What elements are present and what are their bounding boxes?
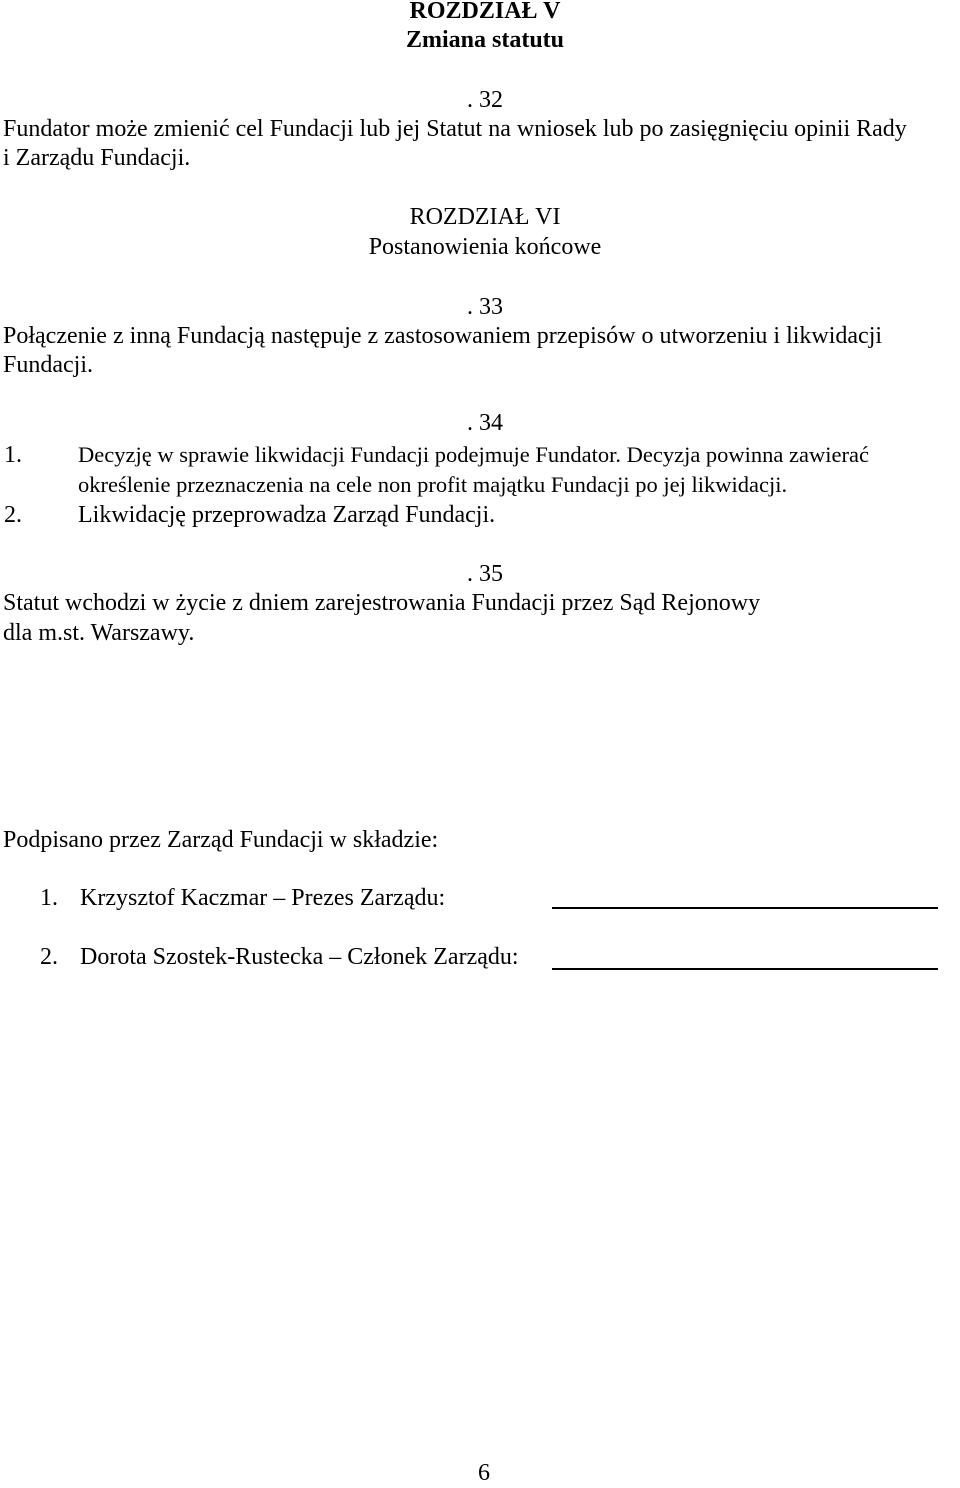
section-35-number: . 35 [467,561,503,587]
chapter-5-heading: ROZDZIAŁ V [409,0,561,24]
signature-2-line [552,968,938,970]
section-32-text-line-2: i Zarządu Fundacji. [3,145,191,171]
signature-1-name-role: Krzysztof Kaczmar – Prezes Zarządu: [80,885,446,911]
section-34-item-2-number: 2. [4,502,22,528]
signature-2-number: 2. [40,944,58,970]
section-32-number: . 32 [467,87,503,113]
chapter-5-subheading: Zmiana statutu [405,27,565,53]
section-34-item-2-line-1: Likwidację przeprowadza Zarząd Fundacji. [78,502,496,528]
signatures-intro: Podpisano przez Zarząd Fundacji w składzie: [3,827,439,853]
section-34-number: . 34 [467,410,503,436]
page-number: 6 [478,1460,490,1486]
section-34-item-1-line-2: określenie przeznaczenia na cele non profit majątku Fundacji po jej likwidacji. [78,472,788,497]
signature-1-number: 1. [40,885,58,911]
chapter-6-heading: ROZDZIAŁ VI [409,204,561,230]
section-33-text-line-1: Połączenie z inną Fundacją następuje z zastosowaniem przepisów o utworzeniu i likwidacji [3,323,883,349]
section-33-number: . 33 [467,294,503,320]
section-35-text-line-1: Statut wchodzi w życie z dniem zarejestrowania Fundacji przez Sąd Rejonowy [3,590,761,616]
section-34-item-1-number: 1. [4,442,22,468]
chapter-6-subheading: Postanowienia końcowe [368,234,602,260]
section-33-text-line-2: Fundacji. [3,352,93,378]
section-35-text-line-2: dla m.st. Warszawy. [3,620,195,646]
section-34-item-1-line-1: Decyzję w sprawie likwidacji Fundacji podejmuje Fundator. Decyzja powinna zawierać [78,442,869,467]
signature-2-name-role: Dorota Szostek-Rustecka – Członek Zarządu: [80,944,519,970]
signature-1-line [552,907,938,909]
section-32-text-line-1: Fundator może zmienić cel Fundacji lub jej Statut na wniosek lub po zasięgnięciu opinii Rady [3,116,907,142]
